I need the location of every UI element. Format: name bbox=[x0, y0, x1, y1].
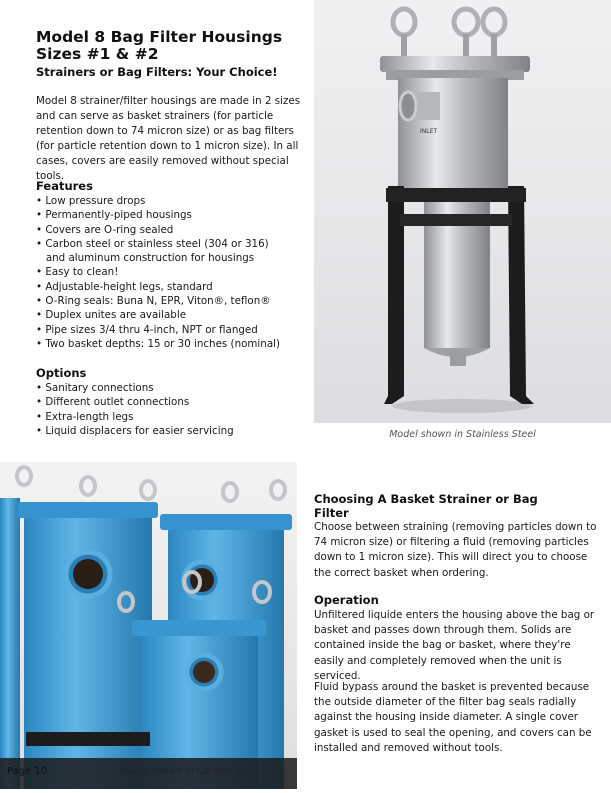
features-list bbox=[36, 194, 280, 351]
carbon-steel-caption: Model shown in Carbon Steel bbox=[120, 766, 259, 777]
options-item: • Extra-length legs bbox=[36, 410, 134, 423]
features-item: • Duplex unites are available bbox=[36, 309, 187, 322]
features-item: • Permanently-piped housings bbox=[36, 209, 192, 222]
features-item: • Carbon steel or stainless steel (304 or 316) bbox=[36, 237, 269, 250]
features-item: • Pipe sizes 3/4 thru 4-inch, NPT or flanged bbox=[36, 323, 258, 336]
options-list bbox=[36, 381, 234, 438]
options-item: • Liquid displacers for easier servicing bbox=[36, 424, 234, 437]
page-title: Model 8 Bag Filter Housings Sizes #1 & #2 bbox=[36, 28, 283, 63]
page-subtitle: Strainers or Bag Filters: Your Choice! bbox=[36, 65, 278, 79]
carbon-steel-photo bbox=[0, 462, 297, 789]
intro-paragraph: Model 8 strainer/filter housings are made in 2 sizes and can serve as basket strainers (for particle retention down to 74 micron size) or as bag filters (for particle retention down to 1 micron size). In all cases, covers are easily removed without special tools. bbox=[36, 95, 301, 182]
stainless-steel-photo bbox=[314, 0, 611, 423]
features-heading: Features bbox=[36, 179, 93, 193]
choosing-heading: Choosing A Basket Strainer or Bag Filter bbox=[314, 492, 538, 520]
operation-heading: Operation bbox=[314, 593, 379, 607]
choosing-paragraph: Choose between straining (removing particles down to 74 micron size) or filtering a fluid (removing particles down to 1 micron size). This will direct you to choose the correct basket when ordering. bbox=[314, 521, 597, 579]
features-item: • Low pressure drops bbox=[36, 195, 146, 207]
features-item: • Adjustable-height legs, standard bbox=[36, 280, 213, 293]
options-item: • Sanitary connections bbox=[36, 382, 154, 394]
options-item: • Different outlet connections bbox=[36, 396, 190, 409]
operation-paragraph-1: Unfiltered liquide enters the housing above the bag or basket and passes down through them. Solids are contained inside the bag or basket, where they're easily and completely removed when the unit is serviced. bbox=[314, 609, 595, 682]
features-item: • O-Ring seals: Buna N, EPR, Viton®, teflon® bbox=[36, 295, 271, 308]
features-item: • Covers are O-ring sealed bbox=[36, 223, 174, 236]
page-number: Page 10 bbox=[7, 766, 48, 777]
features-item: • Easy to clean! bbox=[36, 266, 119, 279]
options-heading: Options bbox=[36, 366, 87, 380]
operation-paragraph-2: Fluid bypass around the basket is prevented because the outside diameter of the filter bag seals radially against the housing inside diameter. A single cover gasket is used to seal the opening, and covers can be installed and removed without tools. bbox=[314, 681, 592, 754]
features-item: and aluminum construction for housings bbox=[36, 252, 255, 265]
stainless-steel-caption: Model shown in Stainless Steel bbox=[389, 429, 536, 440]
features-item: • Two basket depths: 15 or 30 inches (nominal) bbox=[36, 337, 281, 350]
inlet-label: INLET bbox=[420, 128, 438, 135]
